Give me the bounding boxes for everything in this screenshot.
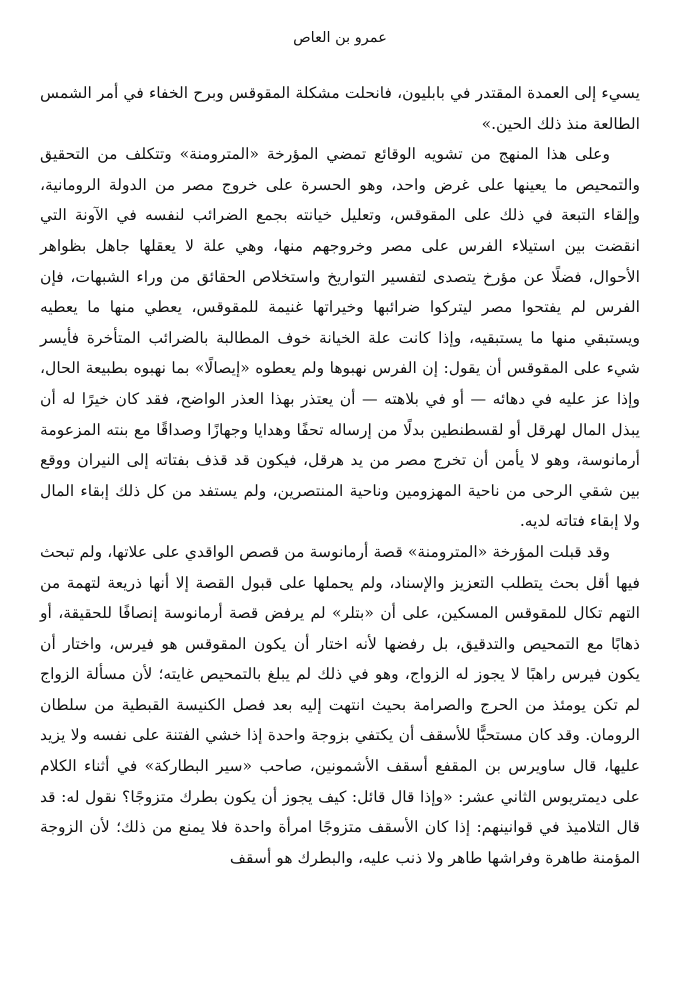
paragraph: وقد قبلت المؤرخة «المترومنة» قصة أرمانوسة من قصص الواقدي على علاتها، ولم تبحث فيها أقل بحث يتطلب التعزيز والإسناد، ولم يحملها على قبول القصة إلا أنها ذريعة لتهمة من التهم تكال للمقوقس المسكين، على أن «بتلر» لم يرفض قصة أرمانوسة إنصافًا للحقيقة، أو ذهابًا مع التمحيص والتدقيق، بل رفضها لأنه اختار أن يكون المقوقس هو فيرس، واختار أن يكون فيرس راهبًا لا يجوز له الزواج، وهو في ذلك لم يبلغ بالتمحيص غايته؛ لأن مسألة الزواج لم تكن يومئذ من الحرج والصرامة بحيث انتهت إليه بعد فصل الكنيسة القبطية من سلطان الرومان. وقد كان مستحبًّا للأسقف أن يكتفي بزوجة واحدة إذا خشي الفتنة على نفسه ولا يزيد عليها، قال ساويرس بن المقفع أسقف الأشمونين، صاحب «سير البطاركة» في أثناء الكلام على ديمتريوس الثاني عشر: «وإذا قال قائل: كيف يجوز أن يكون بطرك متزوجًا؟ نقول له: قد قال التلاميذ في قوانينهم: إذا كان الأسقف متزوجًا امرأة واحدة فلا يمنع من ذلك؛ لأن الزوجة المؤمنة طاهرة وفراشها طاهر ولا ذنب عليه، والبطرك هو أسقف [40,542,640,867]
body-text [40,78,640,873]
running-header: عمرو بن العاص [293,30,387,46]
paragraph: وعلى هذا المنهج من تشويه الوقائع تمضي المؤرخة «المترومنة» وتتكلف من التحقيق والتمحيص ما يعينها على غرض واحد، وهو الحسرة على خروج مصر من الدولة الرومانية، وإلقاء التبعة في ذلك على المقوقس، وتعليل خيانته بجمع الضرائب لنفسه في الآونة التي انقضت بين استيلاء الفرس على مصر وخروجهم منها، وهي علة لا يعقلها جاهل بظواهر الأحوال، فضلًا عن مؤرخ يتصدى لتفسير التواريخ واستخلاص الحقائق من وراء الشبهات، فإن الفرس لم يفتحوا مصر ليتركوا ضرائبها وخيراتها غنيمة للمقوقس، يعطي منها ما يعطيه ويستبقي منها ما يستبقيه، وإذا كانت علة الخيانة خوف المطالبة بالضرائب المتأخرة فأيسر شيء على المقوقس أن يقول: إن الفرس نهبوها ولم يعطوه «إيصالًا» بما نهبوه بطبيعة الحال، وإذا عز عليه في دهائه — أو في بلاهته — أن يعتذر بهذا العذر الواضح، فقد كان خيرًا له أن يبذل المال لهرقل أو لقسطنطين بدلًا من إرساله تحفًا وهدايا وجهازًا وصداقًا مع بنته المزعومة أرمانوسة، وهو لا يأمن أن تخرج مصر من يد هرقل، فيكون قد قذف بفتاته إلى النيران ووقع بين شقي الرحى من ناحية المهزومين وناحية المنتصرين، ولم يستفد من كل ذلك إبقاء المال ولا إبقاء فتاته لديه. [40,145,640,531]
paragraph-continuation: يسيء إلى العمدة المقتدر في بابليون، فانحلت مشكلة المقوقس وبرح الخفاء في أمر الشمس الطالعة منذ ذلك الحين.» [40,84,640,133]
